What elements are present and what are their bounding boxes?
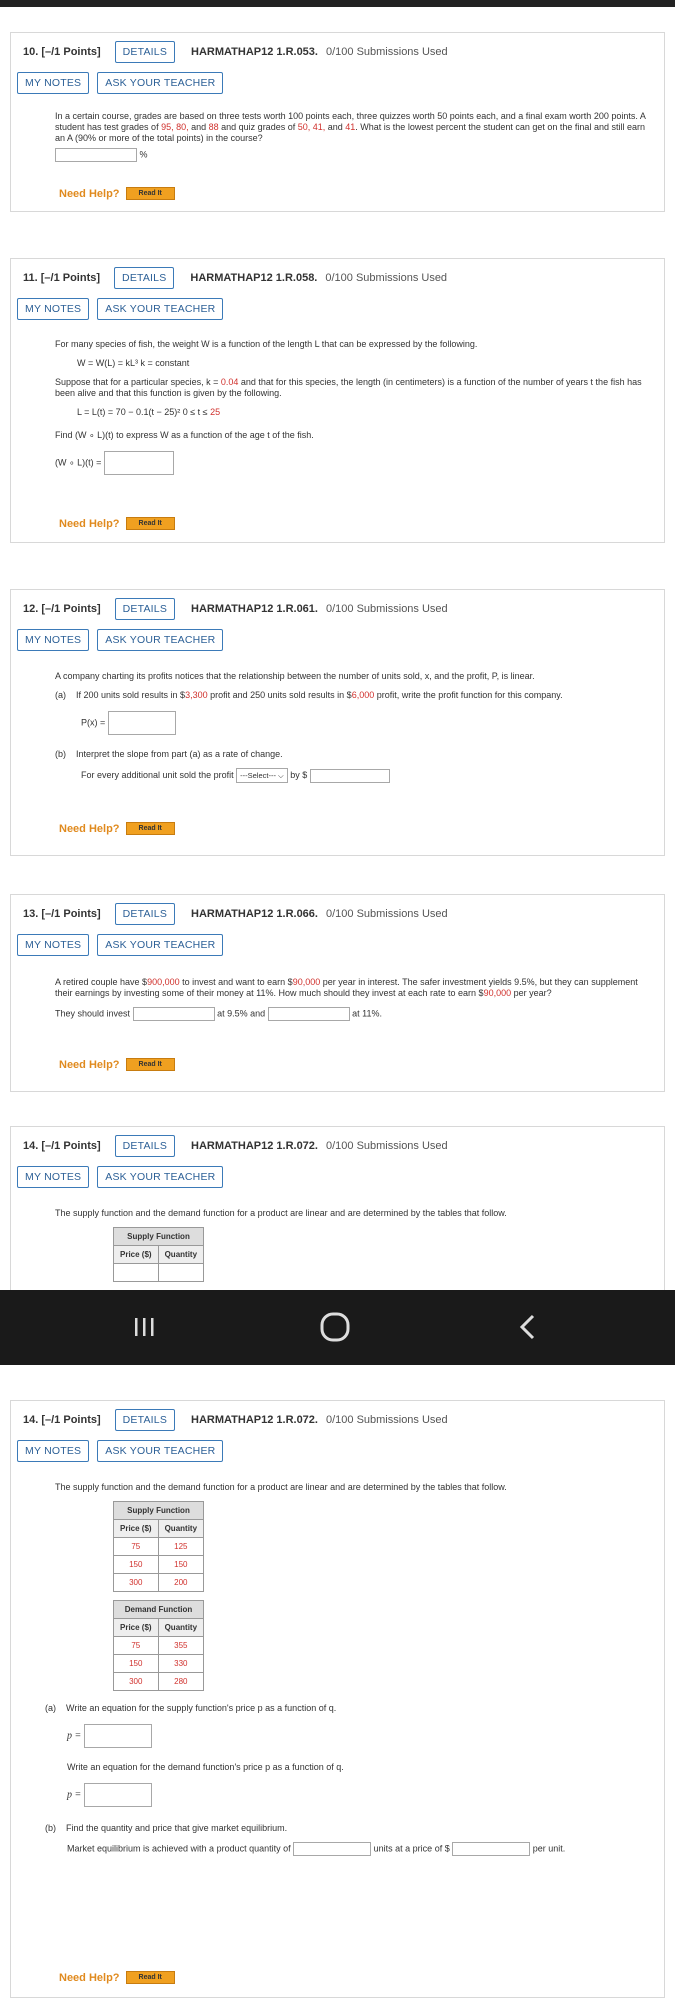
question-header bbox=[23, 903, 448, 925]
back-icon[interactable] bbox=[518, 1314, 538, 1340]
details-button[interactable]: DETAILS bbox=[115, 598, 175, 620]
question-text: A company charting its profits notices that the relationship between the number of units sold, x, and the profit, P, is linear. (a) If 200 units sold results in $3,300 profit and 250 units sold results in $6,000 profit, write the profit function for this company. P(x) = (b) Interpret the slope from part (a) as a rate of change. For every additional unit sold the profit ---Select--- ⌵ by $ bbox=[55, 671, 646, 783]
recent-apps-icon[interactable] bbox=[132, 1316, 156, 1338]
question-toolbar bbox=[17, 1166, 231, 1188]
need-help: Need Help? Read It bbox=[59, 517, 175, 530]
ask-teacher-button[interactable]: ASK YOUR TEACHER bbox=[97, 72, 223, 94]
table-row: 300 280 bbox=[114, 1673, 204, 1691]
question-10 bbox=[10, 32, 665, 212]
problem-code: HARMATHAP12 1.R.053. bbox=[191, 46, 318, 58]
question-number: 14. [–/1 Points] bbox=[23, 1414, 101, 1426]
table-row: 300 200 bbox=[114, 1574, 204, 1592]
question-toolbar bbox=[17, 934, 231, 956]
supply-table: Supply Function Price ($) Quantity 75 125 150 150 300 200 bbox=[113, 1501, 204, 1592]
question-11 bbox=[10, 258, 665, 543]
details-button[interactable]: DETAILS bbox=[115, 1409, 175, 1431]
my-notes-button[interactable]: MY NOTES bbox=[17, 629, 89, 651]
question-text: The supply function and the demand function for a product are linear and are determined by the tables that follow. Supply Function Price ($) Quantity bbox=[55, 1208, 646, 1282]
read-it-button[interactable]: Read It bbox=[126, 822, 175, 835]
question-text: In a certain course, grades are based on three tests worth 100 points each, three quizzes worth 50 points each, and a final exam worth 200 points. A student has test grades of 95, 80, and 88 and quiz grades of 50, 41, and 41. What is the lowest percent the student can get on the final and still earn an A (90% or more of the total points) in the course? % bbox=[55, 111, 646, 162]
submissions-count: 0/100 Submissions Used bbox=[325, 908, 448, 920]
details-button[interactable]: DETAILS bbox=[115, 1135, 175, 1157]
details-button[interactable]: DETAILS bbox=[114, 267, 174, 289]
invest-95-input[interactable] bbox=[133, 1007, 215, 1021]
ask-teacher-button[interactable]: ASK YOUR TEACHER bbox=[97, 298, 223, 320]
question-number: 13. [–/1 Points] bbox=[23, 908, 101, 920]
home-icon[interactable] bbox=[320, 1312, 350, 1342]
need-help: Need Help? Read It bbox=[59, 1971, 175, 1984]
android-navigation-bar bbox=[0, 1290, 675, 1365]
submissions-count: 0/100 Submissions Used bbox=[325, 603, 448, 615]
problem-code: HARMATHAP12 1.R.072. bbox=[191, 1140, 318, 1152]
problem-code: HARMATHAP12 1.R.058. bbox=[190, 272, 318, 284]
demand-table: Demand Function Price ($) Quantity 75 355 150 330 300 280 bbox=[113, 1600, 204, 1691]
answer-input[interactable] bbox=[104, 451, 174, 475]
submissions-count: 0/100 Submissions Used bbox=[325, 272, 448, 284]
details-button[interactable]: DETAILS bbox=[115, 41, 175, 63]
question-12 bbox=[10, 589, 665, 856]
question-header bbox=[23, 41, 448, 63]
question-header bbox=[23, 1409, 448, 1431]
top-status-strip bbox=[0, 0, 675, 7]
question-toolbar bbox=[17, 629, 231, 651]
question-number: 14. [–/1 Points] bbox=[23, 1140, 101, 1152]
length-equation: L = L(t) = 70 − 0.1(t − 25)² 0 ≤ t ≤ 25 bbox=[77, 407, 221, 417]
submissions-count: 0/100 Submissions Used bbox=[325, 1414, 448, 1426]
question-14 bbox=[10, 1400, 665, 1998]
question-number: 12. [–/1 Points] bbox=[23, 603, 101, 615]
my-notes-button[interactable]: MY NOTES bbox=[17, 1440, 89, 1462]
problem-code: HARMATHAP12 1.R.072. bbox=[191, 1414, 318, 1426]
answer-input[interactable] bbox=[55, 148, 137, 162]
question-toolbar bbox=[17, 72, 231, 94]
need-help: Need Help? Read It bbox=[59, 1058, 175, 1071]
problem-code: HARMATHAP12 1.R.066. bbox=[191, 908, 318, 920]
submissions-count: 0/100 Submissions Used bbox=[325, 1140, 448, 1152]
my-notes-button[interactable]: MY NOTES bbox=[17, 298, 89, 320]
question-14-partial bbox=[10, 1126, 665, 1296]
equilibrium-quantity-input[interactable] bbox=[293, 1842, 371, 1856]
question-number: 10. [–/1 Points] bbox=[23, 46, 101, 58]
table-row: 75 355 bbox=[114, 1637, 204, 1655]
read-it-button[interactable]: Read It bbox=[126, 517, 175, 530]
weight-equation: W = W(L) = kL³ k = constant bbox=[77, 358, 190, 368]
table-row: 150 150 bbox=[114, 1556, 204, 1574]
demand-equation-input[interactable] bbox=[84, 1783, 152, 1807]
question-header bbox=[23, 267, 447, 289]
read-it-button[interactable]: Read It bbox=[126, 1971, 175, 1984]
supply-table-partial: Supply Function Price ($) Quantity bbox=[113, 1227, 204, 1282]
answer-input[interactable] bbox=[108, 711, 176, 735]
my-notes-button[interactable]: MY NOTES bbox=[17, 72, 89, 94]
read-it-button[interactable]: Read It bbox=[126, 187, 175, 200]
question-toolbar bbox=[17, 298, 231, 320]
question-13 bbox=[10, 894, 665, 1092]
question-text: For many species of fish, the weight W is a function of the length L that can be expressed by the following. W = W(L) = kL³ k = constant Suppose that for a particular species, k = 0.04 and that for this species, the length (in centimeters) is a function of the number of years t the fish has been alive and that this function is given by the following. L = L(t) = 70 − 0.1(t − 25)² 0 ≤ t ≤ 25 Find (W ∘ L)(t) to express W as a function of the age t of the fish. (W ∘ L)(t) = bbox=[55, 339, 646, 475]
question-text: The supply function and the demand function for a product are linear and are determined by the tables that follow. Supply Function Price ($) Quantity 75 125 150 150 300 200 Demand Function Price ($) Quantity 75 355 150 330 300 280 (a) Write an equation for the supply function's price p as a function of q. p = Write an equation for the demand function's price p as a function of q. p = (b) Find the quantity and price that give market equilibrium. Market equilibrium is achieved with a product quantity of units at a price of $ per unit. bbox=[55, 1482, 646, 1856]
question-header bbox=[23, 598, 448, 620]
submissions-count: 0/100 Submissions Used bbox=[325, 46, 448, 58]
rate-input[interactable] bbox=[310, 769, 390, 783]
table-row: 150 330 bbox=[114, 1655, 204, 1673]
ask-teacher-button[interactable]: ASK YOUR TEACHER bbox=[97, 1440, 223, 1462]
supply-equation-input[interactable] bbox=[84, 1724, 152, 1748]
details-button[interactable]: DETAILS bbox=[115, 903, 175, 925]
my-notes-button[interactable]: MY NOTES bbox=[17, 1166, 89, 1188]
question-toolbar bbox=[17, 1440, 231, 1462]
direction-select[interactable]: ---Select--- ⌵ bbox=[236, 768, 288, 783]
question-text: A retired couple have $900,000 to invest and want to earn $90,000 per year in interest. The safer investment yields 9.5%, but they can supplement their earnings by investing some of their money at 11%. How much should they invest at each rate to earn $90,000 per year? They should invest at 9.5% and at 11%. bbox=[55, 977, 646, 1021]
need-help: Need Help? Read It bbox=[59, 822, 175, 835]
need-help: Need Help? Read It bbox=[59, 187, 175, 200]
ask-teacher-button[interactable]: ASK YOUR TEACHER bbox=[97, 934, 223, 956]
problem-code: HARMATHAP12 1.R.061. bbox=[191, 603, 318, 615]
my-notes-button[interactable]: MY NOTES bbox=[17, 934, 89, 956]
equilibrium-price-input[interactable] bbox=[452, 1842, 530, 1856]
ask-teacher-button[interactable]: ASK YOUR TEACHER bbox=[97, 1166, 223, 1188]
table-row: 75 125 bbox=[114, 1538, 204, 1556]
ask-teacher-button[interactable]: ASK YOUR TEACHER bbox=[97, 629, 223, 651]
question-header bbox=[23, 1135, 448, 1157]
invest-11-input[interactable] bbox=[268, 1007, 350, 1021]
question-number: 11. [–/1 Points] bbox=[23, 272, 101, 284]
read-it-button[interactable]: Read It bbox=[126, 1058, 175, 1071]
